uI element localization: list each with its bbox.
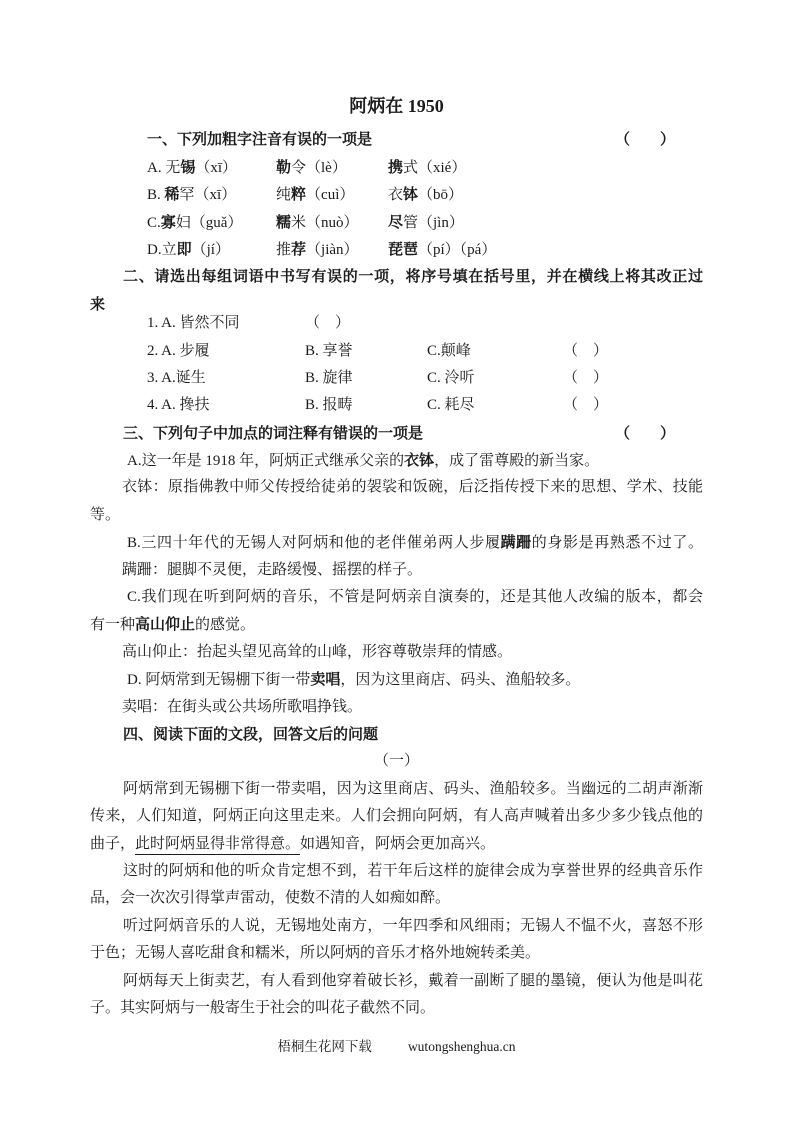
- bold-term: 蹒跚: [500, 534, 532, 552]
- word-with-pinyin: [388, 181, 703, 208]
- passage-p1-line2: 传来，人们知道，阿炳正向这里走来。人们会拥向阿炳，有人高声喊着出多少多少钱点他的: [90, 808, 703, 825]
- text-segment: ，成了雷尊殿的新当家。: [434, 453, 600, 470]
- word-with-pinyin: [147, 181, 276, 208]
- passage-p1-line3: [90, 831, 703, 858]
- note-panshan: 蹒跚：腿脚不灵便，走路缓慢、摇摆的样子。: [122, 561, 423, 578]
- word-with-pinyin: [276, 181, 388, 208]
- passage-p2-line2: 品，会一次次引得掌声雷动，使数不清的人如痴如醉。: [90, 890, 451, 907]
- passage-p4-line1: 阿炳每天上街卖艺，有人看到他穿着破长衫，戴着一副断了腿的墨镜，便认为他是叫花: [123, 972, 703, 989]
- word-with-pinyin: [388, 209, 703, 236]
- answer-blank: （ ）: [563, 397, 609, 414]
- pinyin-segment: 妇（guǎ）: [175, 214, 243, 231]
- page-title: 阿炳在 1950: [349, 96, 444, 116]
- text-segment: 纯: [276, 187, 292, 204]
- pinyin-segment: （jí）: [191, 241, 230, 258]
- option-b: B. 旋律: [305, 369, 353, 386]
- section2-heading-line1: 二、请选出每组词语中书写有误的一项，将序号填在括号里，并在横线上将其改正过: [123, 268, 703, 286]
- note-yibo-line2: 等。: [90, 506, 121, 523]
- text-segment: A.这一年是 1918 年，阿炳正式继承父亲的: [127, 453, 405, 470]
- pinyin-option-row-a: [90, 154, 703, 181]
- option-a: 4. A. 搀扶: [147, 397, 210, 414]
- text-segment: 衣: [388, 187, 404, 204]
- word-with-pinyin: [388, 236, 703, 263]
- word-choice-row-3: [90, 365, 703, 392]
- pinyin-segment: （jiàn）: [306, 241, 359, 258]
- footer-site-url: wutongshenghua.cn: [407, 1039, 516, 1055]
- passage-p3-line2: 于色；无锡人喜吃甜食和糯米，所以阿炳的音乐才格外地婉转柔美。: [90, 945, 541, 962]
- bold-character: 寡: [160, 213, 176, 231]
- text-segment: D. 阿炳常到无锡棚下街一带: [127, 672, 311, 689]
- text-segment: 如遇知音，阿炳会更加高兴。: [300, 835, 496, 852]
- text-segment: B.三四十年代的无锡人对阿炳和他的老伴催弟两人步履: [127, 535, 501, 552]
- pinyin-segment: （bō）: [418, 187, 464, 204]
- section2-heading-line2: 来: [90, 295, 106, 313]
- pinyin-segment: 米（nuò）: [291, 214, 359, 231]
- word-with-pinyin: [388, 154, 703, 181]
- word-with-pinyin: [276, 236, 388, 263]
- section3-option-c-line1: C.我们现在听到阿炳的音乐，不管是阿炳亲自演奏的，还是其他人改编的版本，都会: [127, 589, 703, 606]
- pinyin-segment: （xī）: [195, 159, 238, 176]
- pinyin-option-row-b: [90, 181, 703, 208]
- section3-heading-row: [90, 420, 703, 447]
- option-c: C.颠峰: [427, 342, 471, 359]
- word-with-pinyin: [147, 154, 276, 181]
- text-segment: B.: [147, 187, 165, 204]
- option-a: 1. A. 皆然不同: [147, 315, 240, 332]
- bold-character: 稀: [164, 186, 180, 204]
- bold-character: 尽: [388, 213, 404, 231]
- text-segment: 的身影是再熟悉不过了。: [531, 535, 703, 552]
- section1-answer-blank: （ ）: [614, 131, 675, 149]
- bold-term: 衣钵: [404, 452, 435, 470]
- word-with-pinyin: [147, 236, 276, 263]
- option-b: B. 享誉: [305, 342, 353, 359]
- bold-character: 荐: [291, 240, 307, 258]
- text-segment: 推: [276, 241, 292, 258]
- option-c: C. 泠听: [427, 369, 475, 386]
- pinyin-segment: 罕（xī）: [179, 187, 237, 204]
- bold-character: 琵琶: [388, 240, 419, 258]
- pinyin-option-row-c: [90, 209, 703, 236]
- bold-character: 钵: [403, 186, 419, 204]
- section3-heading: 三、下列句子中加点的词注释有错误的一项是: [123, 424, 424, 442]
- word-choice-row-4: [90, 392, 703, 419]
- bold-character: 即: [176, 240, 192, 258]
- bold-character: 勒: [276, 158, 292, 176]
- word-choice-row-1: [90, 310, 703, 337]
- section3-option-d: [90, 666, 703, 693]
- option-c: C. 耗尽: [427, 397, 475, 414]
- passage-part-label: （一）: [373, 753, 419, 770]
- pinyin-option-row-d: [90, 236, 703, 263]
- section3-option-a: [90, 447, 703, 474]
- answer-blank: （ ）: [563, 369, 609, 386]
- pinyin-segment: （cuì）: [306, 187, 355, 204]
- passage-p4-line2: 子。其实阿炳与一般寄生于社会的叫花子截然不同。: [90, 999, 436, 1016]
- text-segment: D.立: [147, 241, 177, 258]
- bold-term: 卖唱: [310, 671, 341, 689]
- passage-p1-line1: 阿炳常到无锡棚下街一带卖唱，因为这里商店、码头、渔船较多。当幽远的二胡声渐渐: [123, 780, 703, 797]
- bold-character: 粹: [291, 186, 307, 204]
- word-with-pinyin: [147, 209, 276, 236]
- passage-p3-line1: 听过阿炳音乐的人说，无锡地处南方，一年四季和风细雨；无锡人不愠不火，喜怒不形: [123, 917, 703, 934]
- text-segment: 有一种: [90, 617, 136, 634]
- note-gaoshanyangzhi: 高山仰止：抬起头望见高耸的山峰，形容尊敬崇拜的情感。: [122, 643, 513, 660]
- underlined-segment: 此时阿炳显得非常得意。: [135, 836, 300, 855]
- footer-site-name: 梧桐生花网下载: [277, 1039, 372, 1055]
- word-with-pinyin: [276, 209, 388, 236]
- pinyin-segment: 令（lè）: [291, 159, 347, 176]
- pinyin-segment: 式（xié）: [403, 159, 467, 176]
- section3-answer-blank: （ ）: [614, 424, 675, 442]
- bold-character: 糯: [276, 213, 292, 231]
- passage-p2-line1: 这时的阿炳和他的听众肯定想不到，若干年后这样的旋律会成为享誉世界的经典音乐作: [123, 862, 703, 879]
- option-a: 2. A. 步履: [147, 342, 210, 359]
- answer-blank: （ ）: [305, 315, 351, 332]
- section1-heading: 一、下列加粗字注音有误的一项是: [147, 131, 373, 149]
- answer-blank: [563, 310, 703, 337]
- section3-option-c-line2: [90, 611, 703, 638]
- section4-heading: 四、阅读下面的文段，回答文后的问题: [123, 725, 379, 743]
- note-yibo-line1: 衣钵：原指佛教中师父传授给徒弟的袈裟和饭碗，后泛指传授下来的思想、学术、技能: [122, 479, 703, 496]
- text-segment: 曲子，: [90, 835, 136, 852]
- section2-rows: [90, 310, 703, 420]
- bold-character: 携: [388, 158, 404, 176]
- word-with-pinyin: [276, 154, 388, 181]
- bold-character: 锡: [180, 158, 196, 176]
- answer-blank: （ ）: [563, 342, 609, 359]
- pinyin-segment: 管（jìn）: [403, 214, 464, 231]
- page-footer: [90, 1037, 703, 1057]
- text-segment: ，因为这里商店、码头、渔船较多。: [340, 672, 581, 689]
- section1-heading-row: [90, 126, 703, 153]
- option-c: [427, 310, 563, 337]
- option-a: 3. A.诞生: [147, 369, 206, 386]
- text-segment: C.: [147, 214, 161, 231]
- note-maichang: 卖唱：在街头或公共场所歌唱挣钱。: [122, 698, 363, 715]
- text-segment: 的感觉。: [195, 617, 256, 634]
- word-choice-row-2: [90, 338, 703, 365]
- option-b: B. 报畴: [305, 397, 353, 414]
- bold-term: 高山仰止: [135, 616, 196, 634]
- pinyin-segment: （pí）（pá）: [418, 241, 497, 258]
- text-segment: A. 无: [147, 159, 181, 176]
- section3-option-b: [90, 529, 703, 556]
